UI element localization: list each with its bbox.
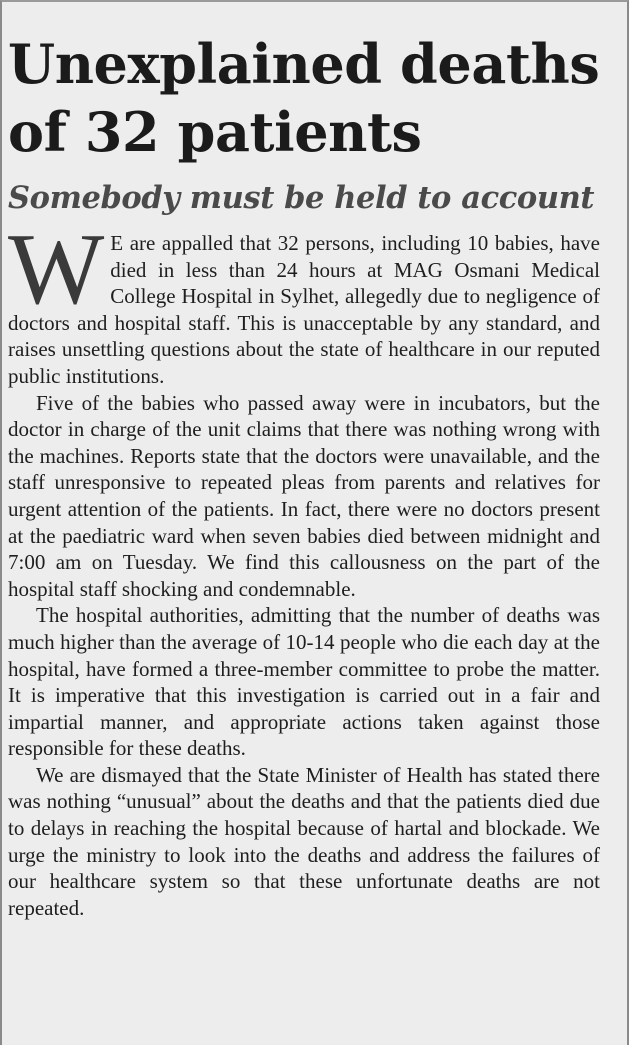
article-paragraph: The hospital authorities, admitting that the number of deaths was much higher than the average of 10-14 people who die each day at the hospital, have formed a three-member committee to probe the matter. It is imperative that this investigation is carried out in a fair and impartial manner, and appropriate actions taken against those responsible for these deaths. (8, 603, 600, 761)
article-paragraph: Five of the babies who passed away were in incubators, but the doctor in charge of the unit claims that there was nothing wrong with the machines. Reports state that the doctors were unavailable, and the staff unresponsive to repeated pleas from parents and relatives for urgent attention of the patients. In fact, there were no doctors present at the paediatric ward when seven babies died between midnight and 7:00 am on Tuesday. We find this callousness on the part of the hospital staff shocking and condemnable. (8, 390, 600, 601)
headline: Unexplained deaths of 32 patients (8, 32, 600, 164)
paragraph-text: are appalled that 32 persons, including 10 babies, have died in less than 24 hours at MAG Osmani Medical College Hospital in Sylhet, allegedly due to negligence of doctors and hospital staff. This is unacceptable by any standard, and raises unsettling questions about the state of healthcare in our reputed public institutions. (8, 231, 600, 388)
drop-cap: W (8, 213, 103, 326)
subheadline: Somebody must be held to account (8, 180, 595, 216)
article-paragraph: We are dismayed that the State Minister of Health has stated there was nothing “unusual” about the deaths and that the patients died due to delays in reaching the hospital because of hartal and blockade. We urge the ministry to look into the deaths and address the failures of our healthcare system so that these unfortunate deaths are not repeated. (8, 762, 600, 920)
article-body (8, 213, 600, 921)
article-paragraph (8, 213, 600, 390)
lead-letter: E (110, 231, 124, 255)
